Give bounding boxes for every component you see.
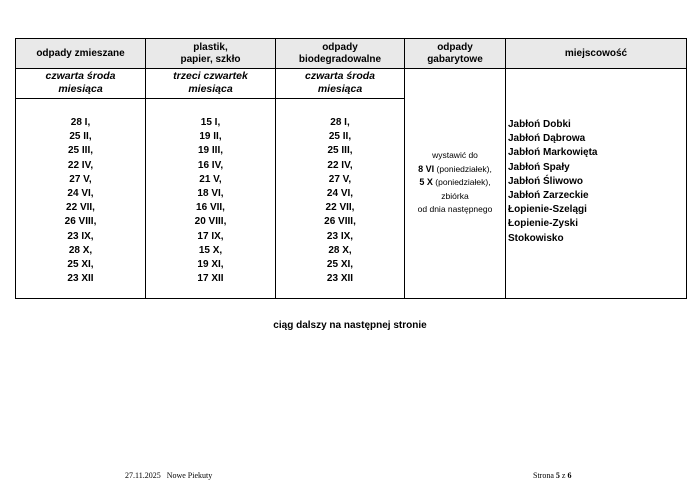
- date-item: 24 VI,: [67, 188, 94, 200]
- header-biodegradable: odpady biodegradowalne: [298, 41, 382, 65]
- date-item: 25 XI,: [326, 259, 354, 271]
- date-item: 26 VIII,: [324, 216, 356, 228]
- header-plastic-paper-glass: plastik, papier, szkło: [180, 41, 241, 65]
- date-item: 19 II,: [199, 131, 222, 143]
- date-item: 22 VII,: [66, 202, 95, 214]
- locality-item: Stokowisko: [508, 232, 564, 244]
- date-item: 20 VIII,: [194, 216, 227, 228]
- locality-item: Jabłoń Dobki: [508, 119, 571, 130]
- date-item: 23 XII: [67, 273, 94, 285]
- locality-item: Jabłoń Markowięta: [508, 147, 598, 159]
- date-item: 15 X,: [198, 244, 223, 256]
- date-item: 27 V,: [328, 173, 352, 185]
- date-item: 16 VII,: [196, 202, 225, 214]
- date-item: 25 III,: [67, 145, 93, 157]
- date-item: 17 IX,: [197, 230, 224, 242]
- date-item: 23 IX,: [326, 230, 354, 242]
- locality-item: Jabłoń Spały: [508, 161, 570, 173]
- localities-list: [508, 118, 597, 246]
- footer-date-location: 27.11.2025 Nowe Piekuty: [125, 471, 213, 480]
- date-item: 19 III,: [197, 145, 223, 157]
- date-item: 24 VI,: [326, 188, 354, 200]
- date-item: 25 III,: [327, 145, 353, 157]
- column-divider: [505, 39, 506, 298]
- locality-item: Jabłoń Zarzeckie: [508, 190, 589, 202]
- locality-item: Jabłoń Dąbrowa: [508, 133, 586, 145]
- page-number: Strona 5 z 6: [533, 471, 572, 480]
- date-item: 28 X,: [68, 244, 93, 256]
- date-item: 18 VI,: [197, 188, 224, 200]
- dates-mixed: [16, 116, 145, 286]
- schedule-plastic: trzeci czwartek miesiąca: [146, 68, 275, 99]
- locality-item: Jabłoń Śliwowo: [508, 175, 584, 187]
- date-item: 19 XI,: [197, 259, 224, 271]
- date-item: 21 V,: [199, 173, 222, 185]
- header-locality: miejscowość: [564, 47, 628, 59]
- dates-bio: [276, 116, 404, 286]
- bulky-waste-info: wystawić do 8 VI (poniedziałek), 5 X (poniedziałek), zbiórka od dnia następnego: [417, 150, 493, 214]
- header-mixed-waste: odpady zmieszane: [36, 47, 125, 59]
- date-item: 17 XII: [197, 273, 224, 285]
- dates-plastic: [146, 116, 275, 286]
- date-item: 25 XI,: [67, 259, 94, 271]
- date-item: 22 VII,: [325, 202, 355, 214]
- date-item: 22 IV,: [67, 159, 94, 171]
- date-item: 16 IV,: [197, 159, 224, 171]
- date-item: 15 I,: [200, 117, 221, 128]
- date-item: 23 IX,: [67, 230, 94, 242]
- schedule-mixed: czwarta środa miesiąca: [16, 68, 145, 99]
- locality-item: Łopienie-Zyski: [508, 218, 579, 230]
- date-item: 23 XII: [326, 273, 354, 285]
- date-item: 28 I,: [70, 117, 91, 128]
- date-item: 26 VIII,: [64, 216, 97, 228]
- date-item: 28 I,: [330, 117, 350, 128]
- header-bulky-waste: odpady gabarytowe: [427, 41, 483, 65]
- date-item: 25 II,: [69, 131, 92, 143]
- date-item: 25 II,: [328, 131, 352, 143]
- date-item: 27 V,: [69, 173, 92, 185]
- date-item: 22 IV,: [327, 159, 353, 171]
- schedule-bio: czwarta środa miesiąca: [276, 68, 404, 99]
- continuation-note: ciąg dalszy na następnej stronie: [273, 320, 427, 331]
- schedule-table: [15, 38, 687, 299]
- locality-item: Łopienie-Szelągi: [508, 204, 587, 216]
- date-item: 28 X,: [328, 244, 352, 256]
